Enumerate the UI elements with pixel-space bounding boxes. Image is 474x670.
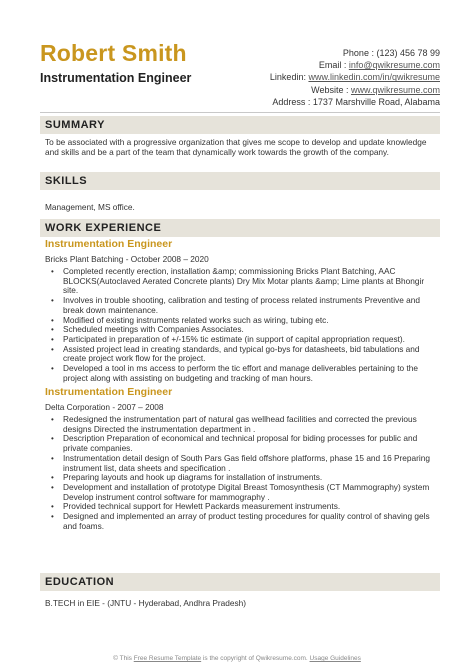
list-item: • Assisted project lead in creating standards, and typical go-bys for datasheets, bid tabulations and create project work flow for the project. xyxy=(45,345,437,364)
job-title: Instrumentation Engineer xyxy=(45,238,173,250)
job-meta: Delta Corporation - 2007 – 2008 xyxy=(45,402,164,412)
footer xyxy=(0,655,474,662)
contact-address: Address : 1737 Marshville Road, Alabama xyxy=(272,96,440,107)
skills-heading: SKILLS xyxy=(40,172,440,190)
job-bullets xyxy=(45,267,437,383)
list-item: • Instrumentation detail design of South Pars Gas field offshore platforms, phase 15 and 16 Preparing instrument list, data sheets and specification . xyxy=(45,454,437,473)
contact-block xyxy=(270,47,440,108)
website-label: Website : xyxy=(311,84,351,95)
list-item: • Participated in preparation of +/-15% tic estimate (in support of capital appropriation request). xyxy=(45,335,437,345)
education-heading: EDUCATION xyxy=(40,573,440,591)
list-item: • Involves in trouble shooting, calibration and testing of process related instruments Preventive and break down maintenance. xyxy=(45,296,437,315)
skills-text: Management, MS office. xyxy=(45,202,135,212)
candidate-role: Instrumentation Engineer xyxy=(40,71,192,85)
footer-prefix: © This xyxy=(113,655,134,662)
list-item: • Completed recently erection, installation &amp; commissioning Bricks Plant Batching, AAC BLOCKS(Autoclaved Aerated Concrete plants) Dry Mix Motar plants &amp; Lime plants at Bhongir site. xyxy=(45,267,437,296)
contact-website xyxy=(270,84,440,96)
candidate-name: Robert Smith xyxy=(40,40,187,66)
education-text: B.TECH in EIE - (JNTU - Hyderabad, Andhra Pradesh) xyxy=(45,598,247,608)
usage-guidelines-link[interactable]: Usage Guidelines xyxy=(309,655,361,662)
list-item: • Designed and implemented an array of product testing procedures for quality control of shaving gels and foams. xyxy=(45,512,437,531)
list-item: • Developed a tool in ms access to perform the tic effort and manage deliverables pertaining to the project along with assisting on budgeting and tracking of man hours. xyxy=(45,364,437,383)
job-title: Instrumentation Engineer xyxy=(45,386,173,398)
list-item: • Provided technical support for Hewlett Packards measurement instruments. xyxy=(45,502,437,512)
website-link[interactable]: www.qwikresume.com xyxy=(350,84,440,95)
email-label: Email : xyxy=(318,60,349,71)
linkedin-label: Linkedin: xyxy=(269,72,309,83)
summary-heading: SUMMARY xyxy=(40,116,440,134)
header-divider xyxy=(40,112,440,113)
linkedin-link[interactable]: www.linkedin.com/in/qwikresume xyxy=(308,72,440,83)
list-item: • Scheduled meetings with Companies Associates. xyxy=(45,325,437,335)
list-item: • Redesigned the instrumentation part of natural gas wellhead facilities and corrected the previous designs Directed the instrumentation department in . xyxy=(45,415,437,434)
summary-text: To be associated with a progressive organization that gives me scope to develop and update knowledge and skills and be a part of the team that dynamically work towards the growth of the company. xyxy=(45,137,427,158)
list-item: • Modified of existing instruments related works such as wiring, tubing etc. xyxy=(45,316,437,326)
list-item: • Preparing layouts and hook up diagrams for installation of instruments. xyxy=(45,473,437,483)
job-bullets xyxy=(45,415,437,531)
email-link[interactable]: info@qwikresume.com xyxy=(348,60,440,71)
job-meta: Bricks Plant Batching - October 2008 – 2020 xyxy=(45,254,209,264)
experience-heading: WORK EXPERIENCE xyxy=(40,219,440,237)
contact-linkedin xyxy=(270,71,440,83)
footer-middle: is the copyright of Qwikresume.com. xyxy=(201,655,310,662)
resume-header xyxy=(40,38,440,108)
free-resume-template-link[interactable]: Free Resume Template xyxy=(133,655,202,662)
list-item: • Description Preparation of economical and technical proposal for biding processes for public and private companies. xyxy=(45,434,437,453)
list-item: • Development and installation of prototype Digital Breast Tomosynthesis (CT Mammography) system Develop instrument control software for mammography . xyxy=(45,483,437,502)
contact-email xyxy=(270,59,440,71)
contact-phone: Phone : (123) 456 78 99 xyxy=(342,48,440,58)
